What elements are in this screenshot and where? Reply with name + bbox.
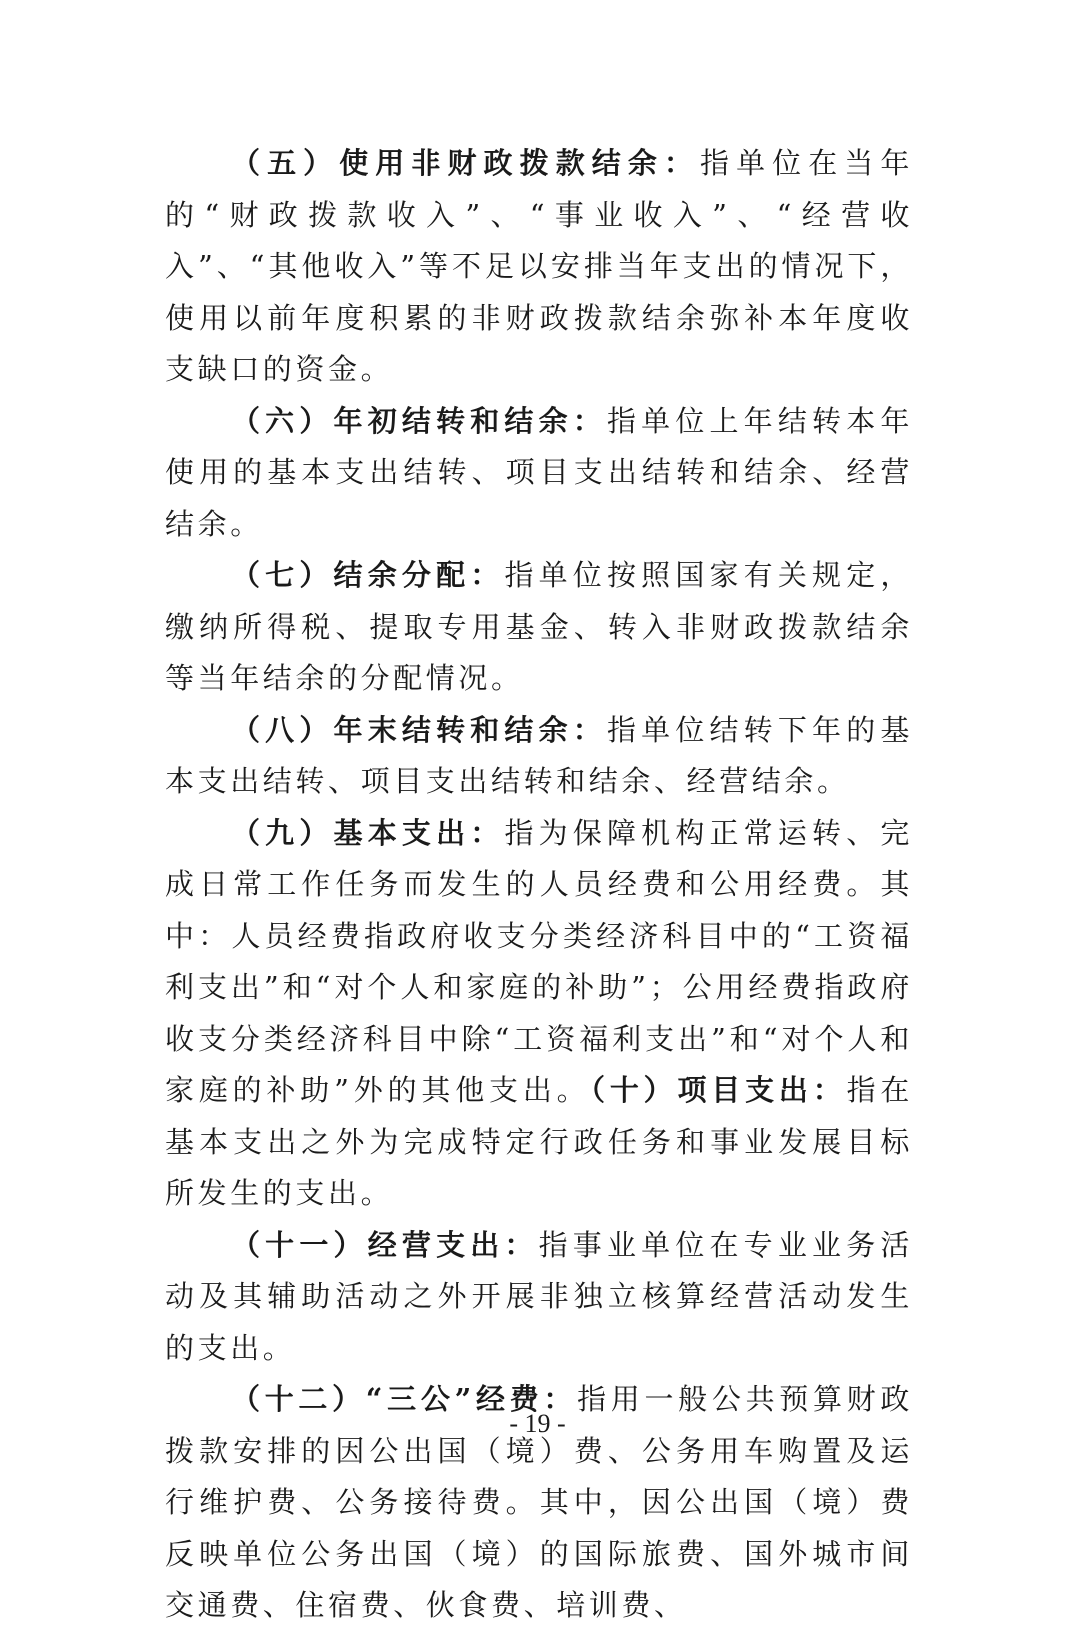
term-heading: （七）结余分配： [231, 558, 505, 592]
term-definition: 指事业单位在专业业务活动及其辅助活动之外开展非独立核算经营活动发生的支出。 [165, 1227, 913, 1365]
term-heading: （十二）“三公”经费： [231, 1382, 578, 1416]
term-definition: 指单位上年结转本年使用的基本支出结转、项目支出结转和结余、经营结余。 [165, 403, 913, 541]
term-heading: （八）年末结转和结余： [231, 712, 607, 747]
term-heading: （十一）经营支出： [231, 1227, 539, 1262]
paragraph-non-fiscal-surplus-used [165, 138, 913, 396]
term-heading: （五）使用非财政拨款结余： [231, 146, 700, 180]
paragraph-operating-expenditure [165, 1220, 913, 1375]
term-definition-project-expenditure: 指在基本支出之外为完成特定行政任务和事业发展目标所发生的支出。 [165, 1073, 913, 1210]
term-heading-project-expenditure: （十）项目支出： [590, 1073, 847, 1107]
paragraph-surplus-distribution [165, 550, 913, 705]
term-definition: 指单位按照国家有关规定，缴纳所得税、提取专用基金、转入非财政拨款结余等当年结余的分配情况。 [165, 558, 913, 695]
term-definition: 指为保障机构正常运转、完成日常工作任务而发生的人员经费和公用经费。其中：人员经费指政府收支分类经济科目中的“工资福利支出”和“对个人和家庭的补助”；公用经费指政府收支分类经济科目中除“工资福利支出”和“对个人和家庭的补助”外的其他支出。 [165, 815, 913, 1107]
paragraph-closing-carryover [165, 705, 913, 808]
term-heading: （六）年初结转和结余： [231, 403, 607, 438]
term-definition: 指单位在当年的“财政拨款收入”、“事业收入”、“经营收入”、“其他收入”等不足以安排当年支出的情况下，使用以前年度积累的非财政拨款结余弥补本年度收支缺口的资金。 [165, 146, 913, 386]
term-definition: 指单位结转下年的基本支出结转、项目支出结转和结余、经营结余。 [165, 712, 913, 798]
term-heading: （九）基本支出： [231, 815, 505, 850]
term-definition: 指用一般公共预算财政拨款安排的因公出国（境）费、公务用车购置及运行维护费、公务接待费。其中，因公出国（境）费反映单位公务出国（境）的国际旅费、国外城市间交通费、住宿费、伙食费、培训费、 [165, 1382, 913, 1622]
paragraph-opening-carryover [165, 396, 913, 551]
paragraph-basic-expenditure [165, 808, 913, 1220]
page-number: - 19 - [509, 1409, 566, 1438]
